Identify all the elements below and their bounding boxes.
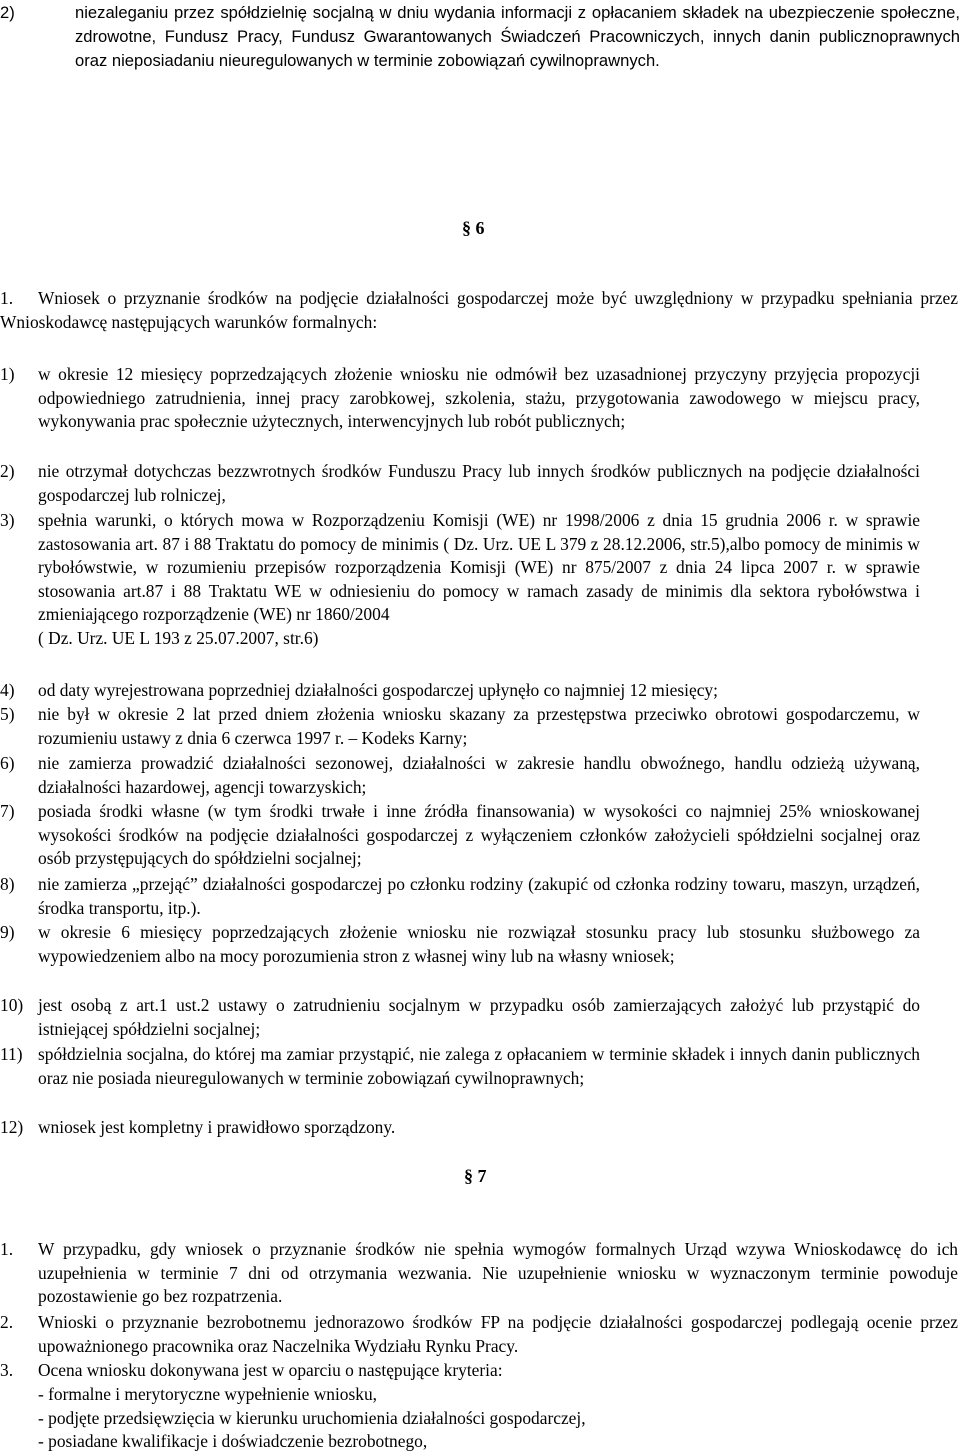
item-number: 11) <box>0 1044 23 1064</box>
criteria-list <box>38 1383 938 1454</box>
criteria-item: - posiadane kwalifikacje i doświadczenie bezrobotnego, <box>38 1431 428 1451</box>
item-text: jest osobą z art.1 ust.2 ustawy o zatrudnieniu socjalnym w przypadku osób zamierzających założyć lub przystąpić do istniejącej spółdzielni socjalnej; <box>38 995 920 1039</box>
paragraph-number: 1. <box>0 1239 14 1259</box>
item-text: nie był w okresie 2 lat przed dniem złożenia wniosku skazany za przestępstwa przeciwko obrotowi gospodarczemu, w rozumieniu ustawy z dnia 6 czerwca 1997 r. – Kodeks Karny; <box>38 704 920 748</box>
top-item-2 <box>0 1 960 73</box>
list-item <box>0 1116 920 1140</box>
paragraph-number: 3. <box>0 1360 14 1380</box>
item-number: 9) <box>0 922 15 942</box>
list-item <box>0 921 920 968</box>
section-6-paragraph-1 <box>0 287 958 334</box>
item-number: 12) <box>0 1117 24 1137</box>
item-number: 2) <box>0 461 15 481</box>
item-text: od daty wyrejestrowana poprzedniej działalności gospodarczej upłynęło co najmniej 12 miesięcy; <box>38 680 718 700</box>
list-item <box>0 703 920 750</box>
paragraph-text: W przypadku, gdy wniosek o przyznanie środków nie spełnia wymogów formalnych Urząd wzywa Wnioskodawcę do ich uzupełnienia w terminie 7 dni od otrzymania wezwania. Nie uzupełnienie wniosku w wyznaczonym terminie powoduje pozostawienie go bez rozpatrzenia. <box>38 1239 958 1306</box>
paragraph <box>0 1359 958 1383</box>
item-number: 6) <box>0 753 15 773</box>
item-text: nie zamierza „przejąć” działalności gospodarczej po członku rodziny (zakupić od członka rodziny towaru, maszyn, urządzeń, środka transportu, itp.). <box>38 874 920 918</box>
item-text-tail: ( Dz. Urz. UE L 193 z 25.07.2007, str.6) <box>38 627 319 648</box>
list-item <box>0 994 920 1041</box>
section-7-paragraphs <box>0 1238 958 1380</box>
item-text: w okresie 6 miesięcy poprzedzających złożenie wniosku nie rozwiązał stosunku pracy lub stosunku służbowego za wypowiedzeniem albo na mocy porozumienia stron z własnej winy lub na własny wniosek; <box>38 922 920 966</box>
item-number: 1) <box>0 364 15 384</box>
item-text: spółdzielnia socjalna, do której ma zamiar przystąpić, nie zalega z opłacaniem w terminie składek i innych danin publicznych oraz nie posiada nieuregulowanych w terminie zobowiązań cywilnoprawnych; <box>38 1044 920 1088</box>
item-number: 8) <box>0 874 15 894</box>
list-item <box>0 1043 920 1090</box>
item-text: posiada środki własne (w tym środki trwałe i inne źródła finansowania) w wysokości co najmniej 25% wnioskowanej wysokości środków na podjęcie działalności gospodarczej z wyłączeniem członków założycieli spółdzielni socjalnej oraz osób przystępujących do spółdzielni socjalnej; <box>38 801 920 868</box>
paragraph-text: Wnioski o przyznanie bezrobotnemu jednorazowo środków FP na podjęcie działalności gospodarczej podlegają ocenie przez upoważnionego pracownika oraz Naczelnika Wydziału Rynku Pracy. <box>38 1312 958 1356</box>
section-6-heading: § 6 <box>462 218 485 238</box>
item-number: 7) <box>0 801 15 821</box>
list-item <box>0 800 920 871</box>
paragraph-number: 2. <box>0 1312 14 1332</box>
item-text: w okresie 12 miesięcy poprzedzających złożenie wniosku nie odmówił bez uzasadnionej przyczyny przyjęcia propozycji odpowiedniego zatrudnienia, innej pracy zarobkowej, szkolenia, stażu, przygotowania zawodowego w miejscu pracy, wykonywania prac społecznie użytecznych, interwencyjnych lub robót publicznych; <box>38 364 920 431</box>
list-item <box>0 752 920 799</box>
paragraph <box>0 1311 958 1358</box>
paragraph-number: 1. <box>0 288 14 308</box>
item-number: 10) <box>0 995 24 1015</box>
criteria-item: - podjęte przedsięwzięcia w kierunku uruchomienia działalności gospodarczej, <box>38 1407 586 1428</box>
paragraph <box>0 1238 958 1309</box>
list-item <box>0 460 920 507</box>
item-number: 2) <box>0 3 15 22</box>
list-item <box>0 679 920 703</box>
list-item <box>0 509 920 650</box>
item-text: wniosek jest kompletny i prawidłowo sporządzony. <box>38 1117 396 1137</box>
section-6-list <box>0 363 958 1153</box>
section-7-heading: § 7 <box>464 1166 487 1186</box>
item-text: nie zamierza prowadzić działalności sezonowej, działalności w zakresie handlu obwoźnego, handlu odzieżą używaną, działalności hazardowej, agencji towarzyskich; <box>38 753 920 797</box>
list-item <box>0 873 920 920</box>
item-number: 3) <box>0 510 15 530</box>
criteria-item: - formalne i merytoryczne wypełnienie wniosku, <box>38 1384 378 1404</box>
item-text: spełnia warunki, o których mowa w Rozporządzeniu Komisji (WE) nr 1998/2006 z dnia 15 grudnia 2006 r. w sprawie zastosowania art. 87 i 88 Traktatu do pomocy de minimis ( Dz. Urz. UE L 379 z 28.12.2006, str.5),albo pomocy de minimis w rybołówstwie, w rozumieniu przepisów rozporządzenia Komisji (WE) nr 875/2007 z dnia 24 lipca 2007 r. w sprawie stosowania art.87 i 88 Traktatu WE w odniesieniu do pomocy w ramach zasady de minimis dla sektora rybołówstwa i zmieniającego rozporządzenie (WE) nr 1860/2004 <box>38 510 920 624</box>
list-item <box>0 363 920 434</box>
item-text: niezaleganiu przez spółdzielnię socjalną w dniu wydania informacji z opłacaniem składek na ubezpieczenie społeczne, zdrowotne, Fundusz Pracy, Fundusz Gwarantowanych Świadczeń Pracowniczych, innych danin publicznoprawnych oraz nieposiadaniu nieuregulowanych w terminie zobowiązań cywilnoprawnych. <box>75 3 960 70</box>
paragraph-text: Wniosek o przyznanie środków na podjęcie działalności gospodarczej może być uwzględniony w przypadku spełniania przez Wnioskodawcę następujących warunków formalnych: <box>0 288 958 332</box>
paragraph-text: Ocena wniosku dokonywana jest w oparciu o następujące kryteria: <box>38 1360 503 1380</box>
item-number: 5) <box>0 704 15 724</box>
item-text: nie otrzymał dotychczas bezzwrotnych środków Funduszu Pracy lub innych środków publicznych na podjęcie działalności gospodarczej lub rolniczej, <box>38 461 920 505</box>
item-number: 4) <box>0 680 15 700</box>
